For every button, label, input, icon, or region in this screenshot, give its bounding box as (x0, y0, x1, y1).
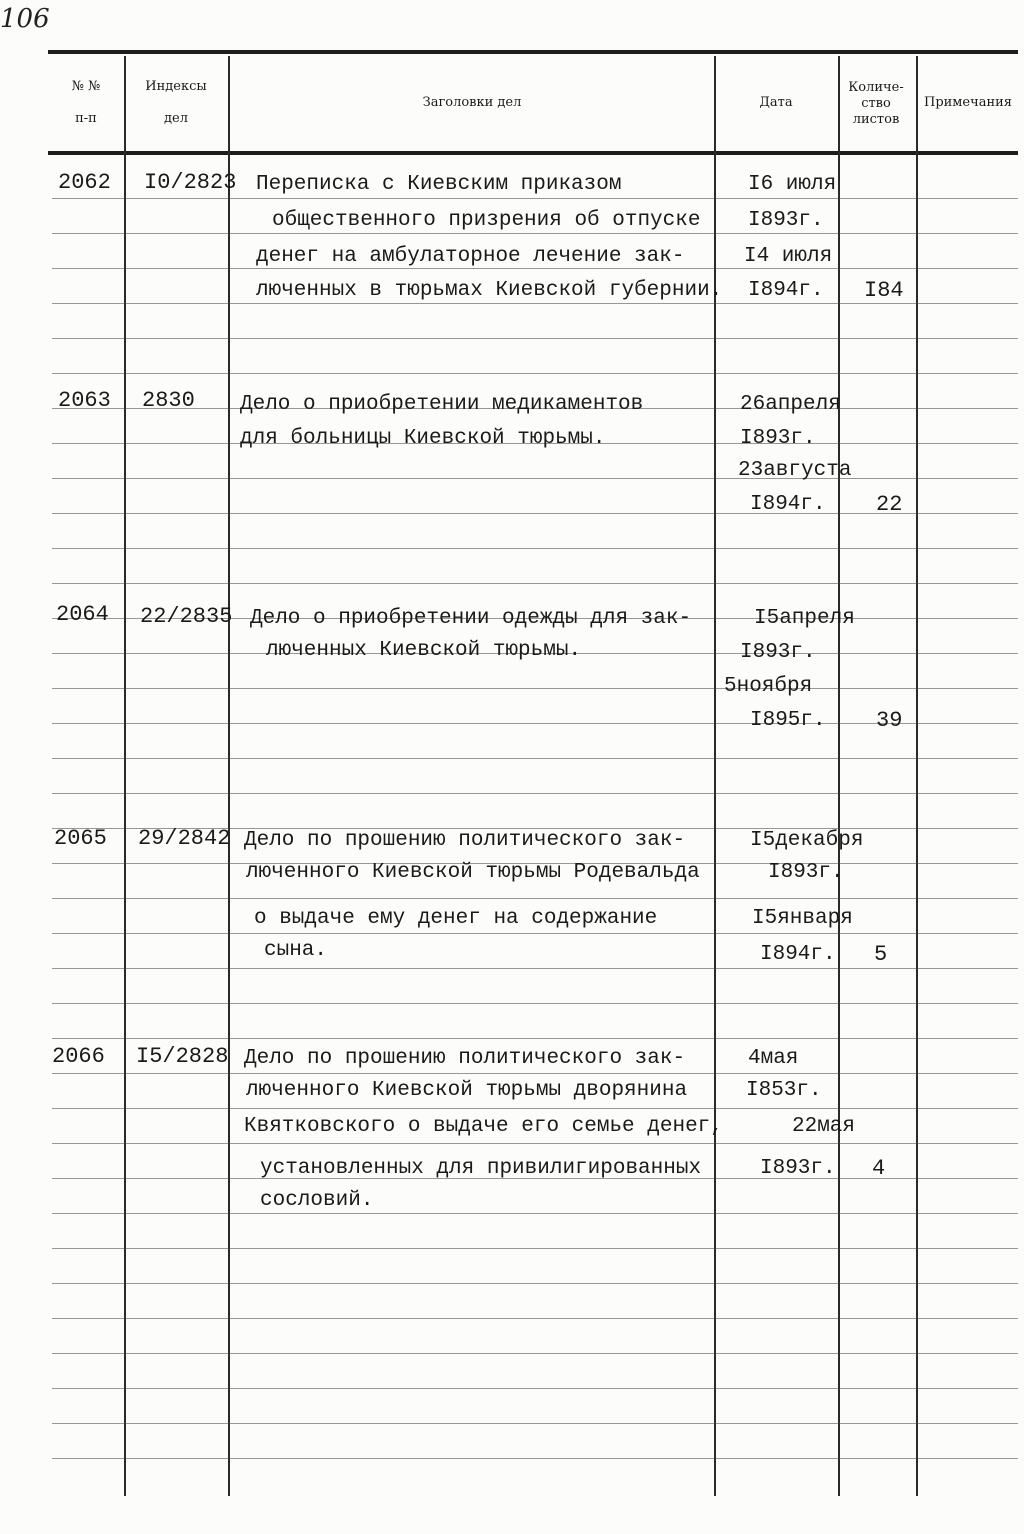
record-title-line: Дело о приобретении медикаментов (240, 393, 644, 416)
record-date-line: 5ноября (724, 675, 813, 698)
record-sheet-count: 5 (874, 942, 888, 967)
record-number: 2064 (56, 602, 109, 627)
record-date-line: I893г. (748, 209, 824, 232)
header-title: Заголовки дел (422, 95, 522, 110)
record-date-line: I894г. (748, 279, 824, 302)
column-divider (916, 56, 918, 1496)
ruled-line (52, 373, 1018, 374)
record-date-line: I893г. (768, 861, 844, 884)
header-number: № № п-п (71, 79, 101, 126)
record-date-line: 26апреля (740, 393, 841, 416)
ruled-line (52, 338, 1018, 339)
record-title-line: денег на амбулаторное лечение зак- (256, 245, 685, 268)
record-title-line: общественного призрения об отпуске (272, 209, 701, 232)
ruled-line (52, 1248, 1018, 1249)
ruled-line (52, 1423, 1018, 1424)
ruled-line (52, 1108, 1018, 1109)
record-date-line: I4 июля (744, 245, 833, 268)
record-date-line: I893г. (740, 641, 816, 664)
header-index: Индексы дел (145, 79, 207, 126)
record-title-line: для больницы Киевской тюрьмы. (240, 427, 606, 450)
record-title-line: Дело по прошению политического зак- (244, 1047, 686, 1070)
record-sheet-count: 39 (876, 708, 903, 733)
page-number: 106 (0, 4, 50, 34)
record-index: 22/2835 (140, 604, 233, 629)
record-index: 2830 (142, 388, 195, 413)
record-title-line: люченных Киевской тюрьмы. (266, 639, 582, 662)
record-title-line: люченных в тюрьмах Киевской губернии. (256, 279, 723, 302)
ruled-line (52, 898, 1018, 899)
ruled-line (52, 1353, 1018, 1354)
record-date-line: I893г. (760, 1157, 836, 1180)
ruled-line (52, 1213, 1018, 1214)
record-index: I0/2823 (144, 170, 237, 195)
record-title-line: Переписка с Киевским приказом (256, 173, 622, 196)
record-title-line: о выдаче ему денег на содержание (254, 907, 658, 930)
record-date-line: I895г. (750, 709, 826, 732)
ruled-line (52, 1458, 1018, 1459)
record-title-line: Дело о приобретении одежды для зак- (250, 607, 692, 630)
record-date-line: I6 июля (748, 173, 837, 196)
column-divider (228, 56, 230, 1496)
ruled-line (52, 723, 1018, 724)
top-rule (48, 50, 1018, 54)
header-bottom-rule (48, 151, 1018, 155)
record-date-line: I5декабря (750, 829, 864, 852)
column-divider (838, 56, 840, 1496)
ruled-line (52, 688, 1018, 689)
ruled-line (52, 548, 1018, 549)
ruled-line (52, 1003, 1018, 1004)
record-index: I5/2828 (136, 1044, 229, 1069)
header-notes: Примечания (923, 95, 1012, 110)
record-sheet-count: 4 (872, 1156, 886, 1181)
record-sheet-count: 22 (876, 492, 903, 517)
header-date: Дата (759, 95, 793, 110)
record-number: 2063 (58, 388, 111, 413)
record-date-line: I5апреля (754, 607, 855, 630)
record-date-line: I853г. (746, 1079, 822, 1102)
ruled-line (52, 793, 1018, 794)
ruled-line (52, 758, 1018, 759)
ruled-line (52, 1388, 1018, 1389)
record-title-line: Дело по прошению политического зак- (244, 829, 686, 852)
record-date-line: 22мая (792, 1115, 856, 1138)
record-date-line: I893г. (740, 427, 816, 450)
record-number: 2066 (52, 1044, 105, 1069)
record-title-line: люченного Киевской тюрьмы дворянина (246, 1079, 688, 1102)
record-title-line: люченного Киевской тюрьмы Родевальда (246, 861, 700, 884)
record-date-line: 4мая (748, 1047, 799, 1070)
ruled-line (52, 583, 1018, 584)
record-index: 29/2842 (138, 826, 231, 851)
column-divider (124, 56, 126, 1496)
record-number: 2062 (58, 170, 111, 195)
ruled-line (52, 1318, 1018, 1319)
record-sheet-count: I84 (864, 278, 904, 303)
ruled-line (52, 1143, 1018, 1144)
ruled-line (52, 1283, 1018, 1284)
record-title-line: сословий. (260, 1189, 374, 1212)
ruled-line (52, 1038, 1018, 1039)
record-number: 2065 (54, 826, 107, 851)
record-title-line: Квятковского о выдаче его семье денег, (244, 1115, 723, 1138)
record-title-line: установленных для привилигированных (260, 1157, 702, 1180)
column-divider (714, 56, 716, 1496)
record-date-line: I894г. (750, 493, 826, 516)
record-date-line: 23августа (738, 459, 852, 482)
ruled-line (52, 478, 1018, 479)
record-date-line: I894г. (760, 943, 836, 966)
record-title-line: сына. (264, 939, 328, 962)
header-sheet-count: Количе- ство листов (848, 80, 904, 127)
record-date-line: I5января (752, 907, 853, 930)
ruled-line (52, 513, 1018, 514)
